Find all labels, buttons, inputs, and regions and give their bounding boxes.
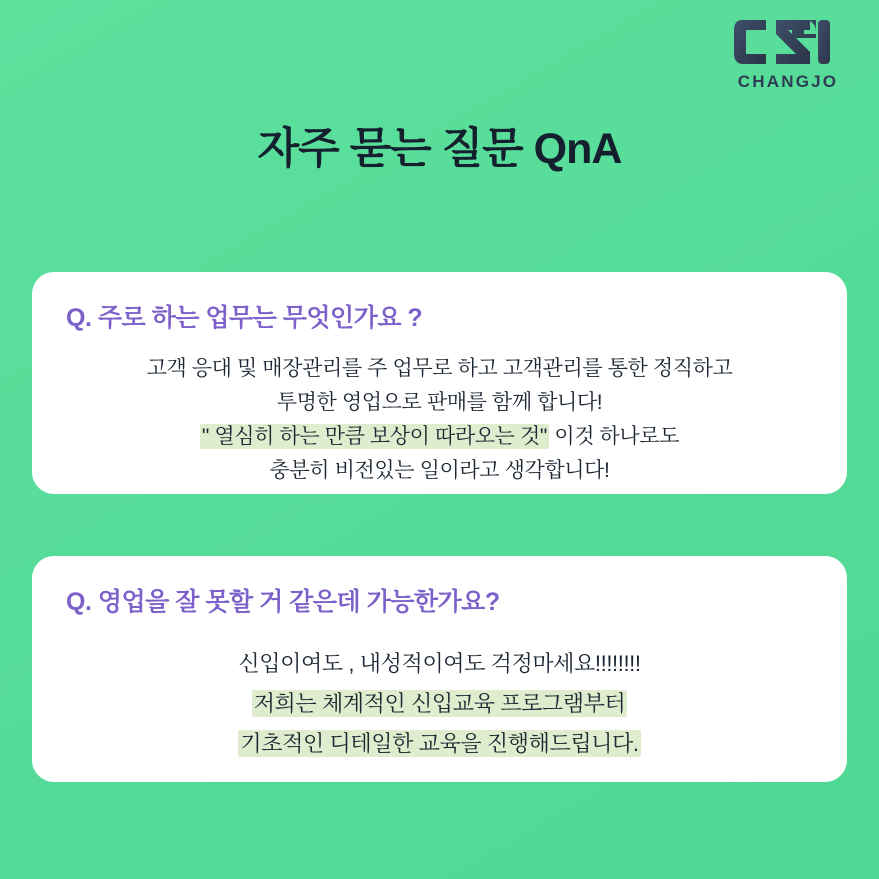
faq-answer-2 <box>66 644 813 764</box>
answer-line <box>66 644 813 684</box>
answer-text: 신입이여도 , 내성적이여도 걱정마세요!!!!!!!! <box>238 651 641 676</box>
answer-text-highlighted: 저희는 체계적인 신입교육 프로그램부터 <box>253 691 626 716</box>
answer-text: 투명한 영업으로 판매를 함께 합니다! <box>276 391 603 414</box>
answer-line <box>66 352 813 386</box>
brand-logo <box>723 14 853 92</box>
brand-name: CHANGJO <box>737 72 839 91</box>
answer-text: 충분히 비전있는 일이라고 생각합니다! <box>269 459 610 482</box>
answer-line <box>66 386 813 420</box>
faq-card-1 <box>32 272 847 494</box>
faq-question-1: Q. 주로 하는 업무는 무엇인가요 ? <box>66 304 423 332</box>
answer-text: 고객 응대 및 매장관리를 주 업무로 하고 고객관리를 통한 정직하고 <box>146 357 733 380</box>
answer-text: 이것 하나로도 <box>548 425 680 448</box>
answer-text-highlighted: 기초적인 디테일한 교육을 진행해드립니다. <box>240 731 639 756</box>
answer-line <box>66 454 813 488</box>
answer-text-highlighted: " 열심히 하는 만큼 보상이 따라오는 것" <box>201 425 547 448</box>
changjo-logo-icon <box>732 14 844 70</box>
faq-answer-1 <box>66 352 813 488</box>
faq-card-2 <box>32 556 847 782</box>
faq-question-2: Q. 영업을 잘 못할 거 같은데 가능한가요? <box>66 588 500 616</box>
page-title: 자주 묻는 질문 QnA <box>257 125 622 173</box>
answer-line <box>66 684 813 724</box>
answer-line <box>66 724 813 764</box>
answer-line <box>66 420 813 454</box>
